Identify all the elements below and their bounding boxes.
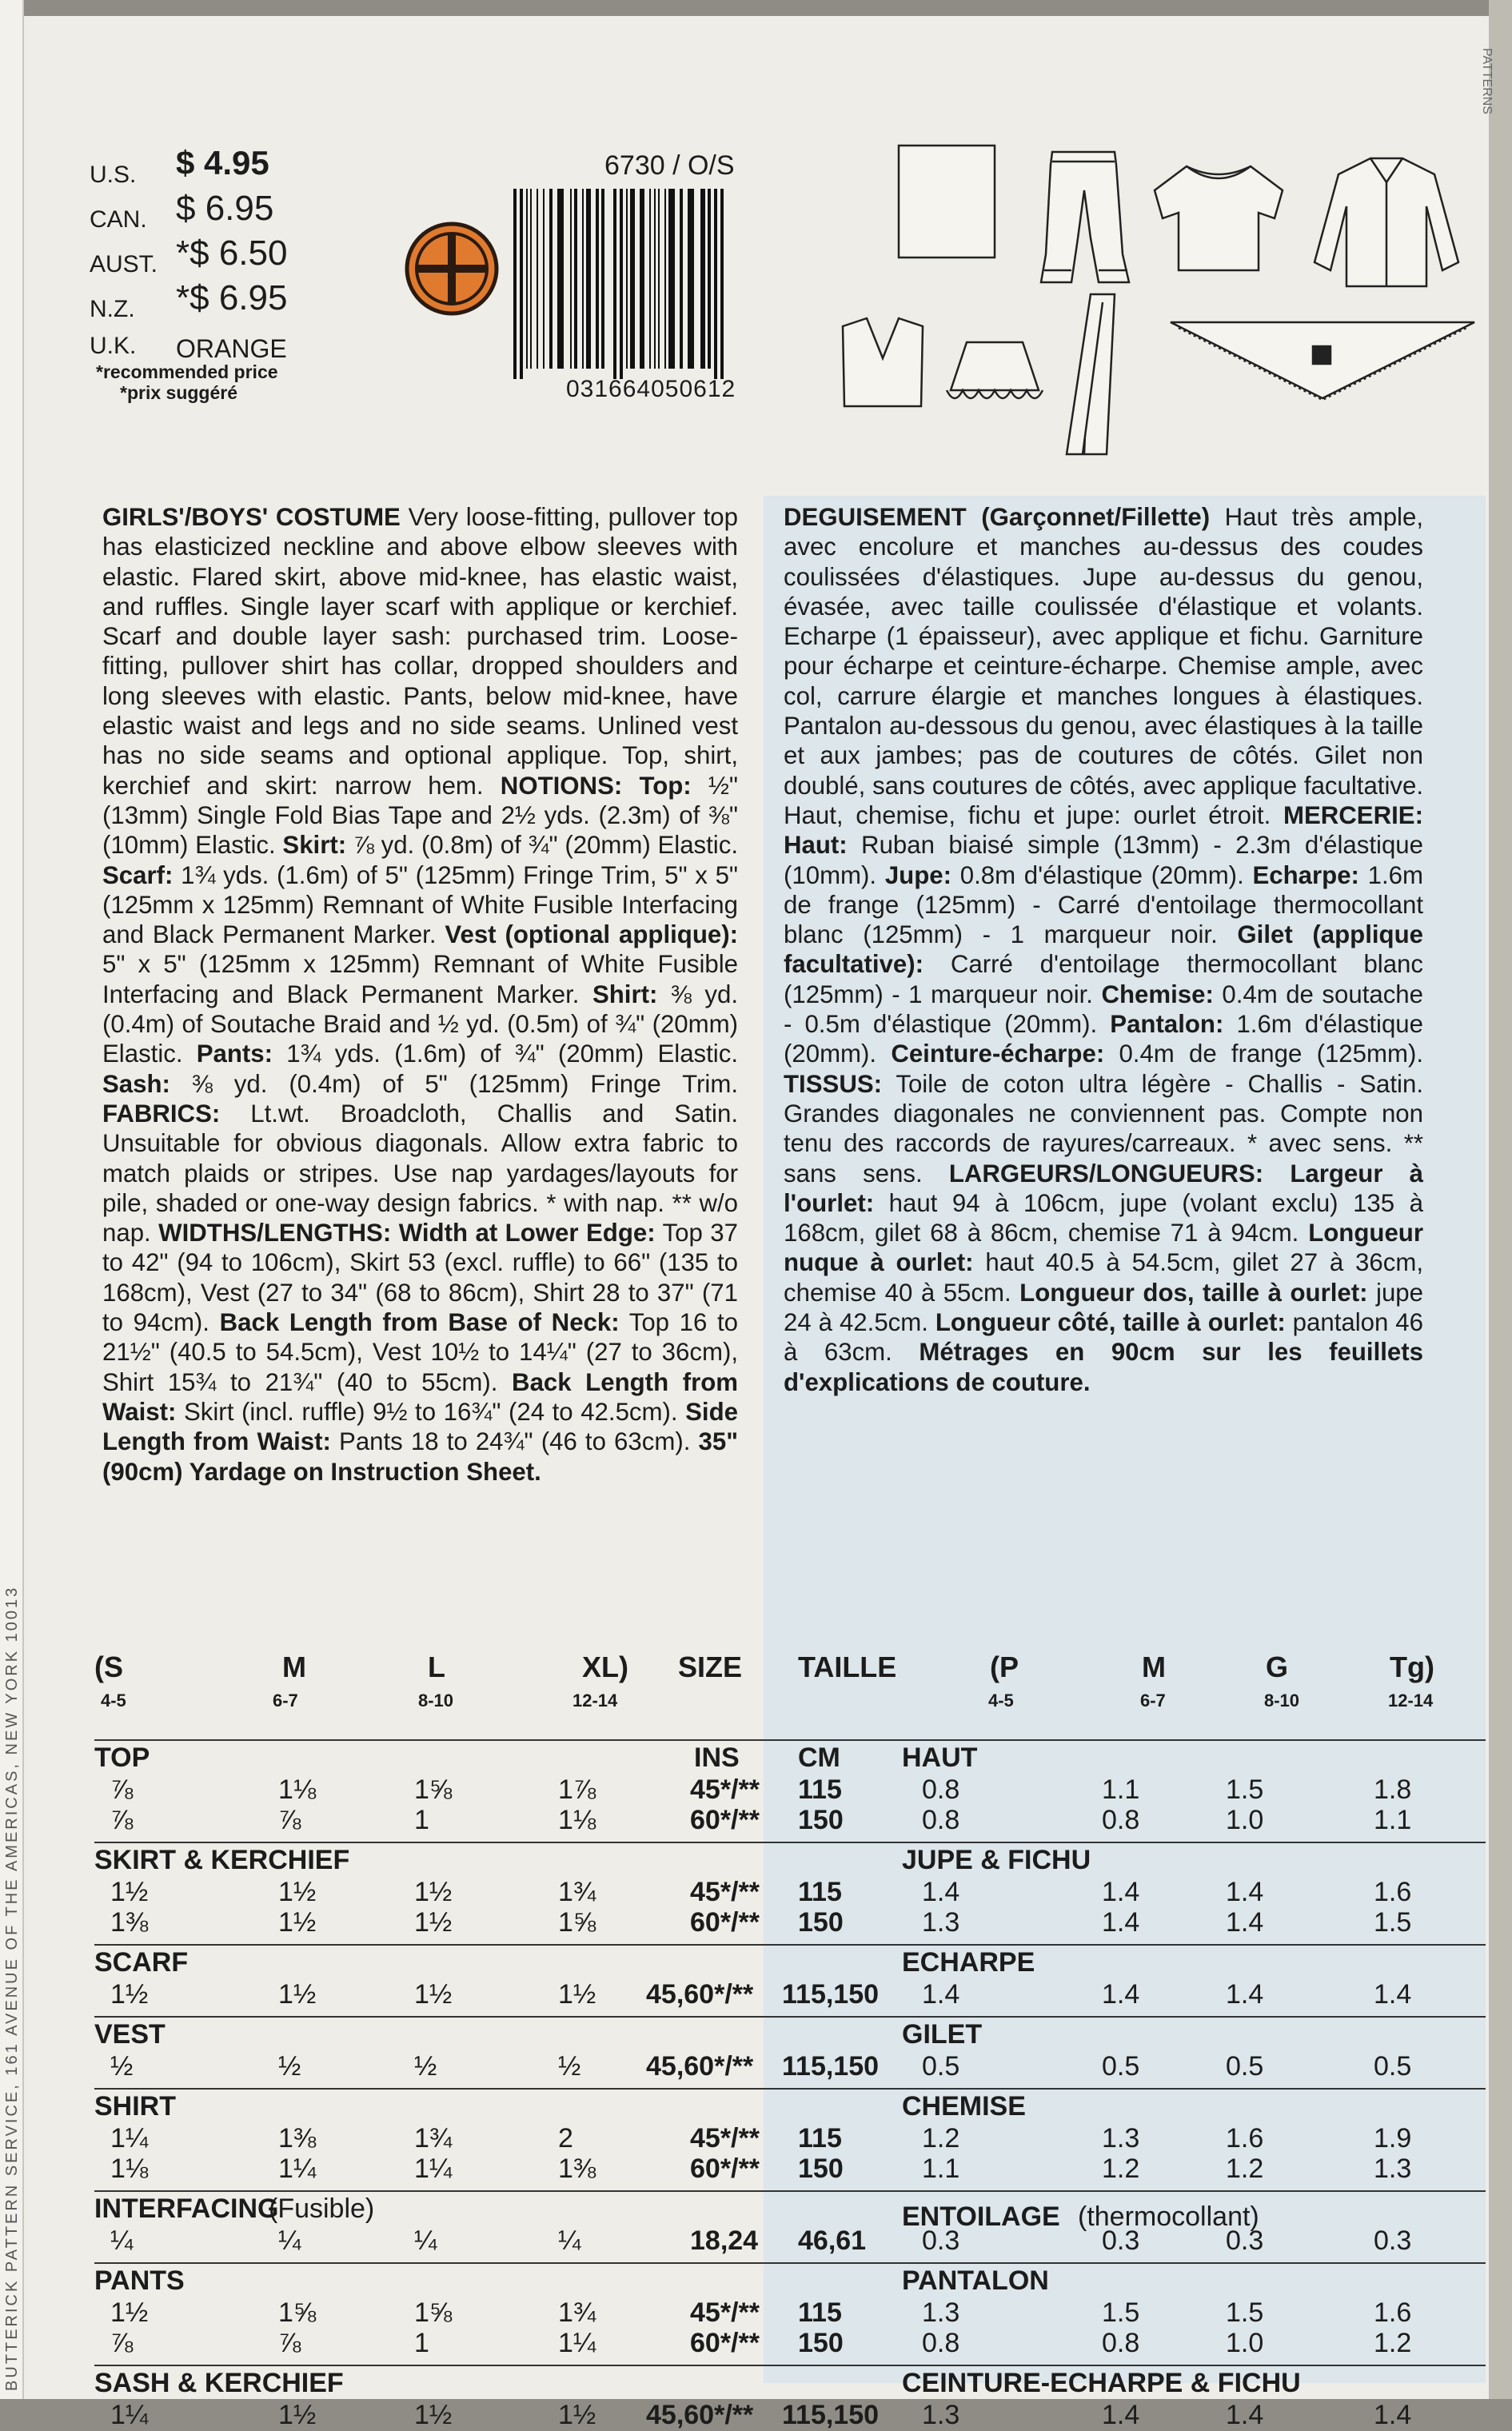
description-heading: GIRLS'/BOYS' COSTUME [102,503,401,531]
description-text: ⅜ yd. (0.4m) of 5" (125mm) Fringe Trim. [170,1069,738,1098]
scarf-icon [1171,322,1474,400]
metrage-value: 0.8 [922,2328,960,2358]
barcode-bar [613,189,616,379]
barcode-bar [630,189,635,369]
section-label-fr: CHEMISE [902,2091,1026,2122]
yardage-value: ¼ [414,2225,437,2256]
description-heading: Longueur nuque à ourlet: [784,1219,1423,1277]
yardage-value: ½ [414,2051,437,2082]
yardage-value: 1⅛ [110,2154,149,2184]
metrage-value: 1.4 [1226,1907,1264,1938]
taille-header: M [1142,1651,1166,1683]
fabric-width-ins: 60*/** [690,1907,760,1938]
price-row-can [90,189,278,234]
metrage-value: 1.4 [922,1979,960,2010]
yardage-value: 1⅝ [278,2297,317,2328]
yardage-value: ¼ [278,2225,301,2256]
metrage-value: 1.4 [1374,1979,1412,2010]
size-label: SIZE [678,1651,743,1683]
taille-range: 8-10 [1264,1691,1300,1710]
yardage-value: 1⅛ [558,1805,596,1835]
section-label-fr-extra: (thermocollant) [1078,2201,1259,2232]
yardage-value: 1¼ [278,2154,317,2184]
description-text: Top 16 to 21½" (40.5 to 54.5cm), Vest 10½ to 14¼" (27 to 36cm), Shirt 15¾ to 21¾" (40 to 55cm). [102,1308,739,1396]
price-note-en: *recommended price [96,361,278,382]
metrage-value: 1.6 [1374,2297,1412,2328]
section-label-fr: ECHARPE [902,1947,1035,1978]
fabric-width-ins: 60*/** [690,2328,760,2358]
yardage-value: 1⅛ [278,1774,317,1805]
taille-header: G [1266,1651,1289,1683]
metrage-value: 1.4 [1102,1877,1140,1907]
barcode-bar [557,189,564,369]
yardage-value: 1⅞ [558,1774,596,1805]
fabric-width-cm: 46,61 [798,2225,867,2256]
price-code: CAN. [90,206,147,233]
metrage-value: 1.9 [1374,2123,1412,2154]
barcode-bar [620,189,623,379]
metrage-value: 0.8 [1102,1805,1140,1835]
description-text: Ruban biaisé simple (13mm) - 2.3m d'élastique (10mm). [784,831,1423,889]
yardage-value: 1½ [110,2297,149,2328]
description-heading: Jupe: [884,860,951,889]
metrage-value: 1.3 [922,2400,960,2430]
publisher-address: BUTTERICK PATTERN SERVICE, 161 AVENUE OF THE AMERICAS, NEW YORK 10013 [3,1585,21,2391]
price-row-aust [90,234,288,278]
metrage-value: 1.1 [922,2154,960,2184]
ins-label: INS [694,1742,740,1773]
section-divider [94,2016,1486,2018]
description-text: 5" x 5" (125mm x 125mm) Remnant of White Fusible Interfacing and Black Permanent Marker. [102,950,738,1008]
description-text: 1.6m d'élastique (20mm). [784,1010,1423,1068]
metrage-value: 0.8 [922,1774,960,1805]
metrage-value: 1.4 [1102,2400,1140,2430]
skirt-icon [947,342,1043,398]
vest-icon [843,318,923,406]
taille-range: 12-14 [1388,1691,1434,1710]
fabric-width-cm: 115 [798,2123,842,2154]
section-divider [94,1944,1486,1946]
price-note-fr: *prix suggéré [120,382,237,403]
yardage-value: 1⅝ [558,1907,596,1938]
yardage-value: 1⅜ [278,2123,317,2154]
top-icon [1155,166,1283,270]
description-text: 1¾ yds. (1.6m) of ¾" (20mm) Elastic. [273,1040,738,1068]
fabric-width-ins: 45,60*/** [646,2400,754,2430]
metrage-value: 1.5 [1374,1907,1412,1938]
yardage-value: ½ [278,2051,301,2082]
barcode-bar [714,189,717,379]
description-heading: MERCERIE: Haut: [784,800,1423,860]
yardage-value: ¼ [558,2225,581,2256]
fabric-width-cm: 115 [798,2297,842,2328]
metrage-value: 1.6 [1374,1877,1412,1907]
barcode-bar [520,189,523,379]
description-heading: Gilet (applique facultative): [784,920,1424,979]
metrage-value: 1.4 [1374,2400,1412,2430]
description-heading: Vest (optional applique): [445,920,738,949]
fabric-width-cm: 115,150 [782,1979,880,2010]
section-label-fr: GILET [902,2019,983,2050]
pants-icon [1041,152,1129,282]
fabric-width-cm: 115 [798,1877,842,1907]
yardage-value: 1¼ [110,2123,149,2154]
barcode-bar [649,189,651,369]
barcode-bar [513,189,517,379]
description-heading: Chemise: [1101,980,1214,1008]
yardage-value: 1½ [110,1979,149,2010]
yardage-value: ⅞ [278,2328,301,2358]
metrage-value: 1.2 [922,2123,960,2154]
yardage-value: 1½ [278,1907,317,1938]
metrage-value: 1.5 [1226,1774,1264,1805]
metrage-value: 1.0 [1226,2328,1264,2358]
barcode-bar [582,189,584,369]
yardage-value: 1 [414,2328,429,2358]
sash-icon [1067,294,1115,454]
barcode-bar [668,189,675,369]
yardage-value: 1½ [414,1979,453,2010]
description-text: 0.8m d'élastique (20mm). [951,860,1253,889]
yardage-value: ⅞ [110,2328,134,2358]
size-range: 8-10 [418,1691,454,1710]
kerchief-square-icon [899,146,995,257]
metrage-value: 1.4 [1102,1979,1140,2010]
price-list [90,144,288,403]
description-heading: Side Length from Waist: [102,1397,738,1456]
yardage-value: 1½ [414,1907,453,1938]
price-row-uk [90,323,287,363]
taille-label: TAILLE [798,1651,897,1683]
section-divider [94,2190,1486,2192]
price-code: U.K. [90,333,137,359]
description-text: jupe 24 à 42.5cm. [784,1278,1423,1337]
yardage-value: 1 [414,1805,429,1835]
metrage-value: 0.5 [922,2051,960,2082]
fabric-width-cm: 150 [798,2154,844,2184]
fabric-width-cm: 115,150 [782,2400,880,2430]
fabric-width-cm: 115 [798,1774,842,1805]
yardage-value: 1⅝ [414,2297,453,2328]
description-heading: Scarf: [102,860,174,889]
yardage-value: 1¼ [110,2400,149,2430]
fabric-width-cm: 150 [798,1805,844,1835]
price-row-nz [90,278,288,323]
brand-logo-icon [404,221,500,317]
yardage-value: 1½ [278,1979,317,2010]
metrage-value: 0.3 [1374,2225,1412,2256]
yardage-value: 1¼ [558,2328,596,2358]
metrage-value: 1.3 [922,1907,960,1938]
barcode-bar [654,189,656,369]
section-label-en-extra: (Fusible) [269,2193,375,2224]
fabric-width-ins: 60*/** [690,1805,760,1835]
pattern-number-value: 6730 [604,150,665,181]
barcode-bar [700,189,705,369]
description-text: Skirt (incl. ruffle) 9½ to 16¾" (24 to 42.5cm). [176,1397,686,1426]
yardage-value: 1½ [414,1877,453,1907]
yardage-value: ½ [558,2051,581,2082]
yardage-value: 1⅝ [414,1774,453,1805]
metrage-value: 1.4 [1226,1979,1264,2010]
metrage-value: 1.4 [922,1877,960,1907]
taille-range: 6-7 [1140,1691,1166,1710]
section-label-fr: PANTALON [902,2265,1049,2296]
description-heading: NOTIONS: Top: [500,771,692,800]
yardage-value: ⅞ [278,1805,301,1835]
description-heading: TISSUS: [784,1069,883,1098]
description-heading: Longueur côté, taille à ourlet: [935,1308,1286,1337]
fabric-width-cm: 150 [798,1907,844,1938]
yardage-value: 2 [558,2123,573,2154]
metrage-value: 0.3 [1226,2225,1264,2256]
fabric-width-ins: 45,60*/** [646,2051,754,2082]
metrage-value: 0.5 [1226,2051,1264,2082]
section-divider [94,1842,1486,1843]
description-text: Toile de coton ultra légère - Challis - Satin. Grandes diagonales ne conviennent pas. Compte non tenu des raccords de rayures/carreaux. * avec sens. ** sans sens. [784,1069,1423,1188]
metrage-value: 1.8 [1374,1774,1412,1805]
metrage-value: 0.3 [1102,2225,1140,2256]
description-text: 0.4m de frange (125mm). [1104,1040,1424,1068]
price-code: AUST. [90,251,158,277]
description-heading: 35" (90cm) Yardage on Instruction Sheet. [102,1427,738,1486]
metrage-value: 1.3 [1102,2123,1140,2154]
size-header: L [428,1651,445,1683]
fabric-width-ins: 45*/** [690,1774,760,1805]
yardage-value: 1½ [414,2400,453,2430]
size-range: 6-7 [273,1691,298,1710]
metrage-value: 0.5 [1374,2051,1412,2082]
price-value: $ 4.95 [176,144,269,182]
section-label-en: SASH & KERCHIEF [94,2368,344,2398]
fabric-width-cm: 115,150 [782,2051,880,2082]
taille-range: 4-5 [988,1691,1014,1710]
pattern-size: / O/S [672,150,735,181]
size-range: 12-14 [572,1691,618,1710]
yardage-value: 1½ [558,2400,596,2430]
barcode-bar [530,189,532,369]
barcode-bar [596,189,599,369]
barcode-bar [688,189,694,369]
yardage-value: 1½ [278,2400,317,2430]
barcode-bar [708,189,711,369]
description-heading: Pantalon: [1110,1010,1224,1039]
description-heading: Skirt: [282,831,347,860]
yardage-value: 1¾ [558,1877,596,1907]
metrage-value: 1.5 [1102,2297,1140,2328]
yardage-value: 1¼ [414,2154,453,2184]
description-text: pantalon 46 à 63cm. [784,1308,1423,1367]
yardage-value: 1⅜ [110,1907,149,1938]
yardage-value: 1⅜ [558,2154,596,2184]
metrage-value: 1.3 [922,2297,960,2328]
description-heading: WIDTHS/LENGTHS: Width at Lower Edge: [158,1219,656,1247]
description-heading: Métrages en 90cm sur les feuillets d'explications de couture. [784,1338,1423,1396]
price-row-us [90,144,278,189]
section-divider [94,2088,1486,2090]
metrage-value: 0.3 [922,2225,960,2256]
metrage-value: 1.5 [1226,2297,1264,2328]
barcode-bar [640,189,644,369]
right-edge-strip [1489,0,1512,2399]
barcode-bar [658,189,660,369]
yardage-value: 1½ [558,1979,596,2010]
description-text: Haut très ample, avec encolure et manches au-dessus des coudes coulissées d'élastiques. Jupe au-dessus du genou, évasée, avec taille coulissée d'élastique et volants. Echarpe (1 épaisseur), avec applique et fichu. Garniture pour écharpe et ceinture-écharpe. Chemise ample, avec col, carrure élargie et manches longues à élastiques. Pantalon au-dessous du genou, avec élastiques à la taille et aux jambes; pas de coutures de côtés. Gilet non doublé, sans coutures de côtés, avec applique facultative. Haut, chemise, fichu et jupe: ourlet étroit. [784,503,1423,829]
size-header: (S [94,1651,123,1683]
description-heading: Back Length from Base of Neck: [219,1308,620,1337]
description-text: ⅜ yd. (0.4m) of Soutache Braid and ½ yd. (0.5m) of ¾" (20mm) Elastic. [102,980,738,1068]
barcode-bar [574,189,577,369]
metrage-value: 0.8 [922,1805,960,1835]
yardage-value: 1½ [110,1877,149,1907]
description-heading: Back Length from Waist: [102,1367,738,1426]
metrage-value: 1.6 [1226,2123,1264,2154]
metrage-value: 1.1 [1102,1774,1140,1805]
description-text: ½" (13mm) Single Fold Bias Tape and 2½ yds. (2.3m) of ⅜" (10mm) Elastic. [102,771,738,860]
yardage-value: 1¾ [558,2297,596,2328]
garment-illustrations [827,142,1482,462]
description-heading: Sash: [102,1069,170,1098]
barcode-bar [549,189,553,369]
metrage-value: 1.4 [1226,2400,1264,2430]
description-text: 1¾ yds. (1.6m) of 5" (125mm) Fringe Trim, 5" x 5" (125mm x 125mm) Remnant of White Fusible Interfacing and Black Permanent Marker. [102,860,738,949]
metrage-value: 0.8 [1102,2328,1140,2358]
yardage-value: ¼ [110,2225,134,2256]
metrage-value: 1.0 [1226,1805,1264,1835]
description-text: Lt.wt. Broadcloth, Challis and Satin. Unsuitable for obvious diagonals. Allow extra fabric to match plaids or stripes. Use nap yardages/layouts for pile, shaded or one-way design fabrics. * with nap. ** w/o nap. [102,1099,738,1247]
section-label-fr: JUPE & FICHU [902,1845,1091,1875]
metrage-value: 1.2 [1102,2154,1140,2184]
barcode-bar [626,189,628,369]
metrage-value: 1.3 [1374,2154,1412,2184]
size-header: XL) [582,1651,628,1683]
price-value: $ 6.95 [176,189,274,228]
section-label-fr: ENTOILAGE [902,2201,1060,2232]
description-heading: Ceinture-écharpe: [891,1040,1105,1068]
fabric-width-ins: 45*/** [690,1877,760,1907]
section-label-en: SKIRT & KERCHIEF [94,1845,350,1875]
section-label-en: VEST [94,2019,166,2050]
price-value: ORANGE [176,334,287,363]
section-label-en: SHIRT [94,2091,176,2122]
description-text: Top 37 to 42" (94 to 106cm), Skirt 53 (excl. ruffle) to 66" (135 to 168cm), Vest (27 to 34" (68 to 86cm), Shirt 28 to 37" (71 to 94cm). [102,1219,738,1337]
section-divider [94,2365,1486,2366]
price-value: *$ 6.50 [176,234,288,273]
pattern-number [604,150,735,182]
section-label-en: TOP [94,1742,150,1773]
price-code: U.S. [90,162,137,188]
size-range: 4-5 [101,1691,126,1710]
description-text: ⅞ yd. (0.8m) of ¾" (20mm) Elastic. [346,831,738,860]
section-divider [94,2262,1486,2264]
barcode-bar [537,189,538,369]
description-text: Very loose-fitting, pullover top has elasticized neckline and above elbow sleeves with elastic. Flared skirt, above mid-knee, has elastic waist, and ruffles. Single layer scarf with applique or kerchief. Scarf and double layer sash: purchased trim. Loose-fitting, pullover shirt has collar, dropped shoulders and long sleeves with elastic. Pants, below mid-knee, have elastic waist and legs and no side seams. Unlined vest has no side seams and optional applique. Top, shirt, kerchief and skirt: narrow hem. [102,503,738,800]
fabric-width-ins: 45,60*/** [646,1979,754,2010]
cm-label: CM [798,1742,840,1773]
yardage-value: ½ [110,2051,134,2082]
section-label-en: SCARF [94,1947,189,1978]
barcode-bar [570,189,572,369]
fabric-width-ins: 45*/** [690,2297,760,2328]
description-text: 1.6m de frange (125mm) - Carré d'entoilage thermocollant blanc (125mm) - 1 marqueur noir. [784,860,1423,949]
description-text: haut 94 à 106cm, jupe (volant exclu) 135 à 168cm, gilet 68 à 86cm, chemise 71 à 94cm. [784,1188,1423,1247]
barcode-bar [720,189,724,379]
description-heading: Echarpe: [1252,860,1359,889]
fabric-width-ins: 18,24 [690,2225,759,2256]
section-divider [94,1739,1486,1741]
description-heading: Pants: [196,1040,273,1068]
section-label-en: INTERFACING [94,2193,279,2224]
description-heading: LARGEURS/LONGUEURS: Largeur à l'ourlet: [784,1159,1424,1217]
yardage-value: 1½ [278,1877,317,1907]
yardage-value: ⅞ [110,1774,134,1805]
metrage-value: 1.2 [1226,2154,1264,2184]
metrage-value: 1.2 [1374,2328,1412,2358]
metrage-value: 0.5 [1102,2051,1140,2082]
metrage-value: 1.1 [1374,1805,1412,1835]
price-code: N.Z. [90,296,135,322]
section-label-fr: HAUT [902,1742,978,1773]
price-value: *$ 6.95 [176,278,288,317]
barcode-bar [586,189,591,369]
shirt-icon [1315,158,1458,286]
description-text: Pants 18 to 24¾" (46 to 63cm). [330,1427,699,1456]
description-heading: Longueur dos, taille à ourlet: [1019,1278,1368,1307]
metrage-value: 1.4 [1226,1877,1264,1907]
metrage-value: 1.4 [1102,1907,1140,1938]
description-heading: DEGUISEMENT (Garçonnet/Fillette) [784,503,1211,531]
description-text: Carré d'entoilage thermocollant blanc (125mm) - 1 marqueur noir. [784,950,1423,1008]
description-heading: Shirt: [592,980,658,1008]
description-heading: FABRICS: [102,1099,221,1128]
fabric-width-cm: 150 [798,2328,844,2358]
yardage-value: 1¾ [414,2123,453,2154]
barcode-number: 031664050612 [566,376,736,402]
barcode-bar [526,189,528,369]
barcode [510,189,784,379]
right-edge-text: PATTERNS [1480,48,1494,114]
description-english [102,502,738,1487]
barcode-bar [601,189,604,369]
section-label-fr: CEINTURE-ECHARPE & FICHU [902,2368,1301,2398]
section-label-en: PANTS [94,2265,185,2296]
taille-header: (P [990,1651,1019,1683]
fabric-width-ins: 45*/** [690,2123,760,2154]
yardage-value: ⅞ [110,1805,134,1835]
barcode-bar [680,189,683,369]
description-french [784,502,1423,1397]
taille-header: Tg) [1390,1651,1434,1683]
description-text: 0.4m de soutache - 0.5m d'élastique (20mm). [784,980,1423,1039]
fabric-width-ins: 60*/** [690,2154,760,2184]
barcode-bar [664,189,666,369]
barcode-bar [543,189,545,369]
description-text: haut 40.5 à 54.5cm, gilet 27 à 36cm, chemise 40 à 55cm. [784,1248,1423,1307]
size-header: M [282,1651,306,1683]
